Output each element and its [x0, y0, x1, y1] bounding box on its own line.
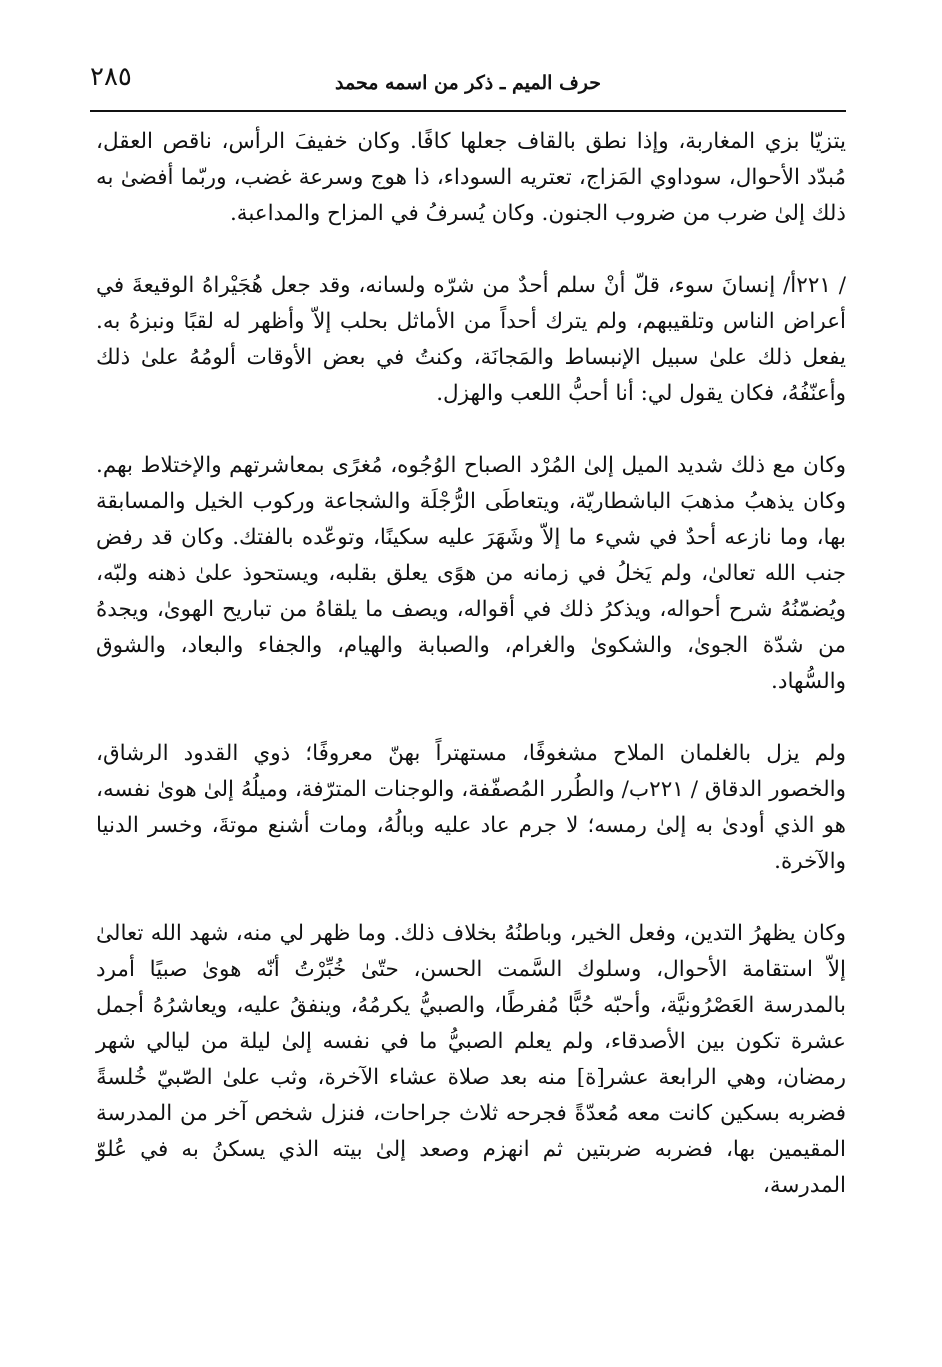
body-text — [96, 124, 846, 1204]
paragraph: ولم يزل بالغلمان الملاح مشغوفًا، مستهتراً بهنّ معروفًا؛ ذوي القدود الرشاق، والخصور الدقاق / ٢٢١ب/ والطُرر المُصفّفة، والوجنات المترّفة، وميلُهُ إلىٰ هوىٰ نفسه، هو الذي أودىٰ به إلىٰ رمسه؛ لا جرم عاد عليه وبالُهُ، ومات أشنع موتةَ، وخسر الدنيا والآخرة. — [96, 741, 846, 874]
paragraph: / ٢٢١أ/ إنسانَ سوء، قلّ أنْ سلم أحدٌ من شرّه ولسانه، وقد جعل هُجَيْراهُ الوقيعةَ في أعراض الناس وتلقيبهم، ولم يترك أحداً من الأماثل بحلب إلاّ وأظهر له لقبًا ونبزهُ به. يفعل ذلك علىٰ سبيل الإنبساط والمَجانَة، وكنتُ في بعض الأوقات ألومُهُ علىٰ ذلك وأعنّفُهُ، فكان يقول لي: أنا أحبُّ اللعب والهزل. — [96, 273, 847, 406]
paragraph: وكان يظهرُ التدين، وفعل الخير، وباطنُهُ بخلاف ذلك. وما ظهر لي منه، شهد الله تعالىٰ إلاّ استقامة الأحوال، وسلوك السَّمت الحسن، حتّىٰ خُبِّرْتُ أنّه هوىٰ صبيًا أمرد بالمدرسة العَصْرُونيَّة، وأحبّه حُبًّا مُفرطًا، والصبيُّ يكرمُهُ، وينفقُ عليه، ويعاشرُهُ أجمل عشرة تكون بين الأصدقاء، ولم يعلم الصبيُّ ما في نفسه إلىٰ ليلة من ليالي شهر رمضان، وهي الرابعة عشر[ة] منه بعد صلاة عشاء الآخرة، وثب علىٰ الصّبيّ خُلسةً فضربه بسكين كانت معه مُعدّةً فجرحه ثلاث جراحات، فنزل شخص آخر من المدرسة المقيمين بها، فضربه ضربتين ثم انهزم وصعد إلىٰ بيته الذي يسكنُ به في عُلوّ المدرسة، — [96, 921, 846, 1198]
paragraph: وكان مع ذلك شديد الميل إلىٰ المُرْد الصباح الوُجُوه، مُغرًى بمعاشرتهم والإختلاط بهم. وكان يذهبُ مذهبَ الباشطاريّة، ويتعاطَى الرُّجْلَة والشجاعة وركوب الخيل والمسابقة بها، وما نازعه أحدٌ في شيء ما إلاّ وشَهَرَ عليه سكينًا، وتوعّده بالفتك. وكان قد رفض جنب الله تعالىٰ، ولم يَخلُ في زمانه من هوًى يعلق بقلبه، ويستحوذ علىٰ ذهنه ولبّه، ويُضمّنُهُ شرح أحواله، ويذكرُ ذلك في أقواله، ويصف ما يلقاهُ من تباريح الهوىٰ، ويجدهُ من شدّة الجوىٰ، والشكوىٰ والغرام، والصبابة والهيام، والجفاء والبعاد، والشوق والسُّهاد. — [96, 453, 846, 694]
running-head: حرف الميم ـ ذكر من اسمه محمد — [334, 72, 601, 94]
paragraph: يتزيّا بزي المغاربة، وإذا نطق بالقاف جعلها كافًا. وكان خفيفَ الرأس، ناقص العقل، مُبدّد الأحوال، سوداوي المَزاج، تعتريه السوداء، ذا هوج وسرعة غضب، وربّما أفضىٰ به ذلك إلىٰ ضرب من ضروب الجنون. وكان يُسرفُ في المزاح والمداعبة. — [96, 129, 846, 226]
header-rule — [90, 110, 846, 112]
page-number: ٢٨٥ — [90, 62, 132, 92]
page-header — [90, 62, 846, 102]
